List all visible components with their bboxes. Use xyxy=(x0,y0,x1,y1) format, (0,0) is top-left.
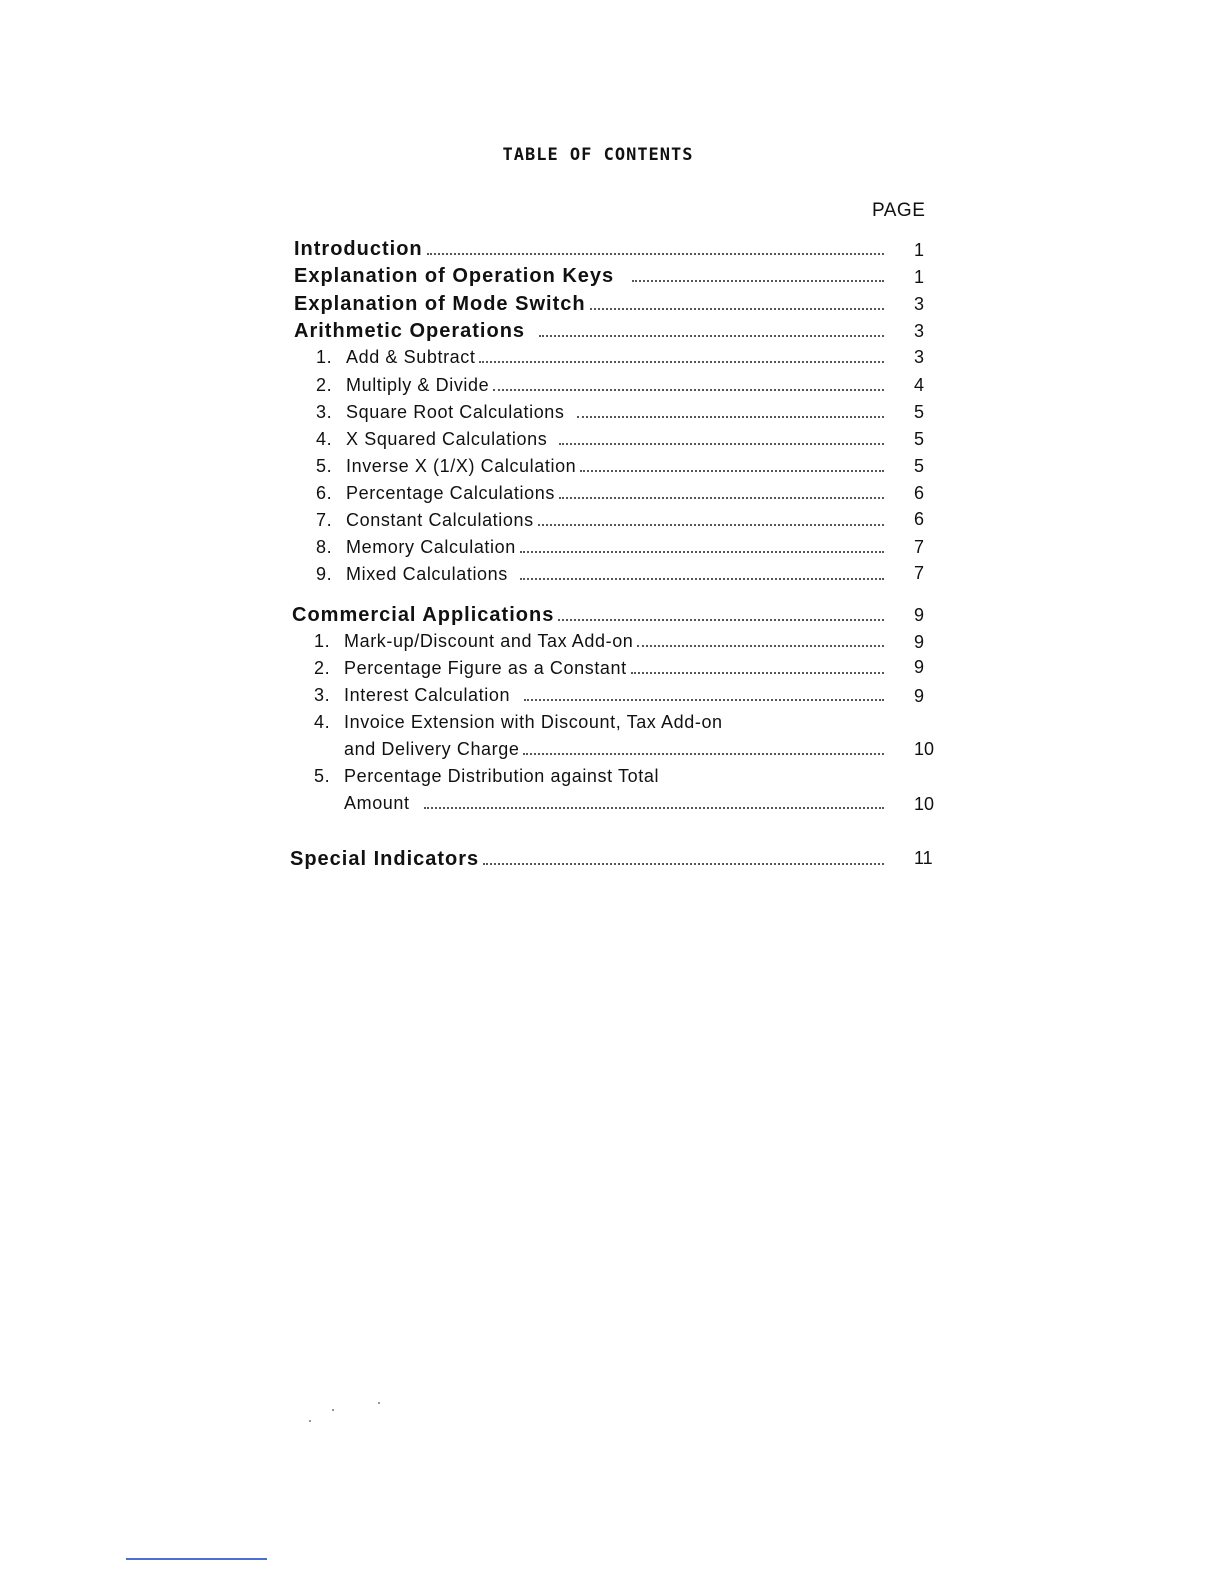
toc-page-number: 10 xyxy=(914,794,935,814)
toc-subentry-continuation-text: Amount xyxy=(344,793,410,813)
toc-entry[interactable] xyxy=(294,265,888,288)
toc-entry[interactable] xyxy=(292,604,888,627)
toc-subentry-number: 9. xyxy=(316,564,333,584)
toc-subentry-continuation-text: and Delivery Charge xyxy=(344,739,520,759)
dot-leader xyxy=(558,619,884,621)
toc-page-number: 4 xyxy=(914,375,925,395)
dot-leader xyxy=(493,389,884,391)
toc-page-number: 10 xyxy=(914,739,935,759)
toc-subentry-number: 2. xyxy=(316,375,333,395)
toc-page-number: 6 xyxy=(914,483,925,503)
toc-subentry-text: Interest Calculation xyxy=(344,685,511,705)
toc-subentry-number: 4. xyxy=(314,712,331,732)
toc-page-number: 5 xyxy=(914,456,925,476)
toc-page-number: 11 xyxy=(914,848,933,868)
dot-leader xyxy=(424,807,884,809)
dot-leader xyxy=(590,308,884,310)
dot-leader xyxy=(520,551,884,553)
scan-speck xyxy=(309,1420,311,1422)
toc-subentry[interactable] xyxy=(316,402,888,423)
toc-subentry-number: 3. xyxy=(314,685,331,705)
toc-subentry[interactable] xyxy=(316,347,888,368)
toc-subentry[interactable] xyxy=(316,375,888,396)
dot-leader xyxy=(577,416,884,418)
toc-subentry[interactable] xyxy=(316,429,888,450)
dot-leader xyxy=(631,672,884,674)
toc-subentry-text: Multiply & Divide xyxy=(346,375,490,395)
toc-page-number: 7 xyxy=(914,563,925,583)
toc-page-number: 7 xyxy=(914,537,925,557)
toc-entry-text: Commercial Applications xyxy=(292,604,555,626)
toc-page-number: 1 xyxy=(914,240,925,260)
toc-subentry-first-line[interactable] xyxy=(314,766,659,787)
toc-entry-text: Arithmetic Operations xyxy=(294,320,526,342)
toc-subentry-number: 3. xyxy=(316,402,333,422)
toc-subentry[interactable] xyxy=(314,631,888,652)
toc-subentry-number: 4. xyxy=(316,429,333,449)
toc-subentry-text: Mark-up/Discount and Tax Add-on xyxy=(344,631,634,651)
dot-leader xyxy=(539,335,884,337)
toc-subentry[interactable] xyxy=(316,564,888,585)
dot-leader xyxy=(632,280,884,282)
dot-leader xyxy=(479,361,884,363)
toc-entry[interactable] xyxy=(294,293,888,316)
toc-subentry[interactable] xyxy=(316,456,888,477)
toc-page-number: 3 xyxy=(914,347,925,367)
toc-entry[interactable] xyxy=(294,238,888,261)
dot-leader xyxy=(559,443,884,445)
toc-entry-text: Special Indicators xyxy=(290,848,480,870)
toc-page-number: 6 xyxy=(914,509,925,529)
toc-entry[interactable] xyxy=(290,848,888,871)
toc-subentry[interactable] xyxy=(314,658,888,679)
toc-subentry[interactable] xyxy=(316,510,888,531)
dot-leader xyxy=(580,470,884,472)
toc-subentry-text: Square Root Calculations xyxy=(346,402,565,422)
toc-page-number: 5 xyxy=(914,402,925,422)
toc-subentry-text: X Squared Calculations xyxy=(346,429,548,449)
toc-page-number: 9 xyxy=(914,632,925,652)
toc-entry-text: Introduction xyxy=(294,238,423,260)
toc-subentry-text: Constant Calculations xyxy=(346,510,534,530)
toc-subentry-number: 7. xyxy=(316,510,333,530)
toc-subentry-number: 2. xyxy=(314,658,331,678)
toc-subentry[interactable] xyxy=(316,537,888,558)
dot-leader xyxy=(538,524,884,526)
toc-page-number: 1 xyxy=(914,267,925,287)
toc-subentry-text: Add & Subtract xyxy=(346,347,476,367)
scan-speck xyxy=(378,1402,380,1404)
toc-subentry-first-line[interactable] xyxy=(314,712,723,733)
toc-subentry-number: 5. xyxy=(314,766,331,786)
toc-subentry-text: Percentage Distribution against Total xyxy=(344,766,660,786)
dot-leader xyxy=(559,497,884,499)
toc-subentry-text: Memory Calculation xyxy=(346,537,516,557)
scan-speck xyxy=(332,1409,334,1411)
dot-leader xyxy=(427,253,884,255)
toc-subentry-text: Invoice Extension with Discount, Tax Add-on xyxy=(344,712,723,732)
toc-subentry-number: 1. xyxy=(314,631,331,651)
toc-subentry-text: Percentage Calculations xyxy=(346,483,555,503)
bottom-edge-line xyxy=(126,1558,267,1560)
toc-entry[interactable] xyxy=(294,320,888,343)
dot-leader xyxy=(520,578,884,580)
toc-subentry-text: Mixed Calculations xyxy=(346,564,508,584)
toc-subentry[interactable] xyxy=(316,483,888,504)
page-title: TABLE OF CONTENTS xyxy=(502,145,694,165)
toc-page-number: 3 xyxy=(914,294,925,314)
toc-subentry-continuation[interactable] xyxy=(344,739,888,760)
dot-leader xyxy=(523,753,884,755)
toc-entry-text: Explanation of Mode Switch xyxy=(294,293,586,315)
toc-subentry-text: Inverse X (1/X) Calculation xyxy=(346,456,577,476)
dot-leader xyxy=(637,645,884,647)
toc-subentry-text: Percentage Figure as a Constant xyxy=(344,658,627,678)
toc-subentry-number: 8. xyxy=(316,537,333,557)
dot-leader xyxy=(483,863,884,865)
toc-subentry-number: 1. xyxy=(316,347,333,367)
toc-subentry-number: 5. xyxy=(316,456,333,476)
toc-subentry[interactable] xyxy=(314,685,888,706)
toc-page-number: 3 xyxy=(914,321,925,341)
toc-page-number: 9 xyxy=(914,605,925,625)
toc-entry-text: Explanation of Operation Keys xyxy=(294,265,615,287)
page-column-label: PAGE xyxy=(872,200,926,221)
dot-leader xyxy=(524,699,884,701)
toc-subentry-continuation[interactable] xyxy=(344,793,888,814)
toc-page-number: 9 xyxy=(914,657,925,677)
toc-page-number: 9 xyxy=(914,686,925,706)
toc-subentry-number: 6. xyxy=(316,483,333,503)
toc-page-number: 5 xyxy=(914,429,925,449)
